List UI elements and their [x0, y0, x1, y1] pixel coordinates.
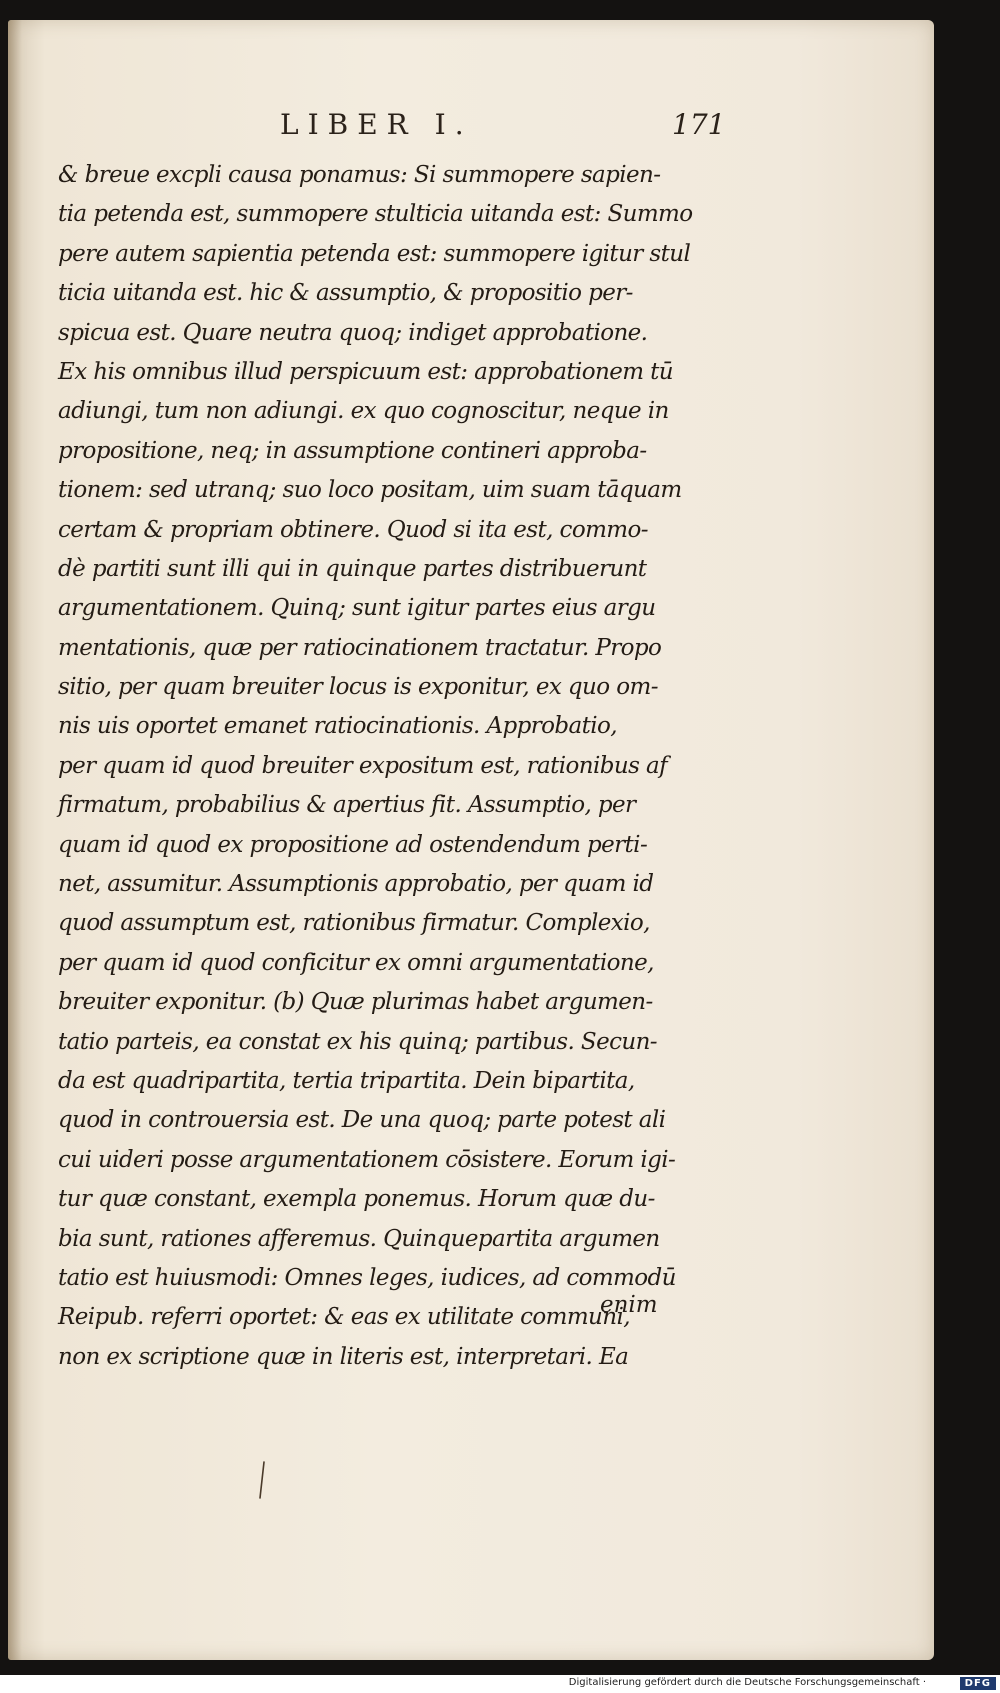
text-line: tatio parteis, ea constat ex his quinq; partibus. Secun-	[58, 1028, 657, 1055]
text-line: tatio est huiusmodi: Omnes leges, iudices, ad commodū	[58, 1264, 676, 1291]
text-line: bia sunt, rationes afferemus. Quinquepartita argumen	[58, 1225, 660, 1252]
pen-mark	[258, 1460, 266, 1500]
text-line: certam & propriam obtinere. Quod si ita est, commo-	[58, 516, 648, 543]
text-block	[58, 156, 698, 1377]
catchword: enim	[600, 1292, 658, 1318]
text-line: tur quæ constant, exempla ponemus. Horum quæ du-	[58, 1186, 655, 1213]
text-line: quod assumptum est, rationibus firmatur. Complexio,	[58, 910, 650, 937]
text-line: Ex his omnibus illud perspicuum est: approbationem tū	[58, 358, 673, 385]
dfg-logo: DFG	[960, 1677, 996, 1690]
footer-credit: Digitalisierung gefördert durch die Deutsche Forschungsgemeinschaft ·	[568, 1677, 926, 1688]
text-line: & breue excpli causa ponamus: Si summopere sapien-	[58, 162, 661, 188]
text-line: net, assumitur. Assumptionis approbatio, per quam id	[58, 871, 654, 898]
book-page	[8, 20, 934, 1660]
text-line: firmatum, probabilius & apertius fit. Assumptio, per	[58, 792, 636, 819]
text-line: ticia uitanda est. hic & assumptio, & propositio per-	[58, 280, 633, 307]
digitization-footer	[0, 1675, 1000, 1693]
text-line: tia petenda est, summopere stulticia uitanda est: Summo	[58, 201, 693, 228]
running-head	[8, 108, 934, 148]
text-line: per quam id quod conficitur ex omni argumentatione,	[58, 949, 654, 976]
text-line: quod in controuersia est. De una quoq; parte potest ali	[58, 1107, 666, 1134]
text-line: sitio, per quam breuiter locus is exponitur, ex quo om-	[58, 674, 658, 701]
page-number: 171	[672, 108, 726, 141]
text-line: tionem: sed utranq; suo loco positam, uim suam tāquam	[58, 477, 682, 504]
running-title: LIBER I.	[280, 108, 473, 141]
text-line: nis uis oportet emanet ratiocinationis. Approbatio,	[58, 713, 617, 740]
text-line: quam id quod ex propositione ad ostendendum perti-	[58, 831, 648, 858]
text-line: Reipub. referri oportet: & eas ex utilitate communi,	[58, 1304, 630, 1331]
text-line: non ex scriptione quæ in literis est, interpretari. Ea	[58, 1343, 629, 1370]
text-line: mentationis, quæ per ratiocinationem tractatur. Propo	[58, 634, 662, 661]
text-line: adiungi, tum non adiungi. ex quo cognoscitur, neque in	[58, 398, 669, 425]
text-line: propositione, neq; in assumptione contineri approba-	[58, 437, 647, 464]
text-line: per quam id quod breuiter expositum est, rationibus af	[58, 752, 668, 779]
text-line: pere autem sapientia petenda est: summopere igitur stul	[58, 240, 691, 267]
text-line: da est quadripartita, tertia tripartita. Dein bipartita,	[58, 1067, 635, 1094]
text-line: breuiter exponitur. (b) Quæ plurimas habet argumen-	[58, 989, 653, 1016]
text-line: spicua est. Quare neutra quoq; indiget approbatione.	[58, 319, 648, 346]
text-line: cui uideri posse argumentationem cōsistere. Eorum igi-	[58, 1146, 676, 1173]
text-line: dè partiti sunt illi qui in quinque partes distribuerunt	[58, 555, 647, 582]
text-line: argumentationem. Quinq; sunt igitur partes eius argu	[58, 595, 656, 622]
